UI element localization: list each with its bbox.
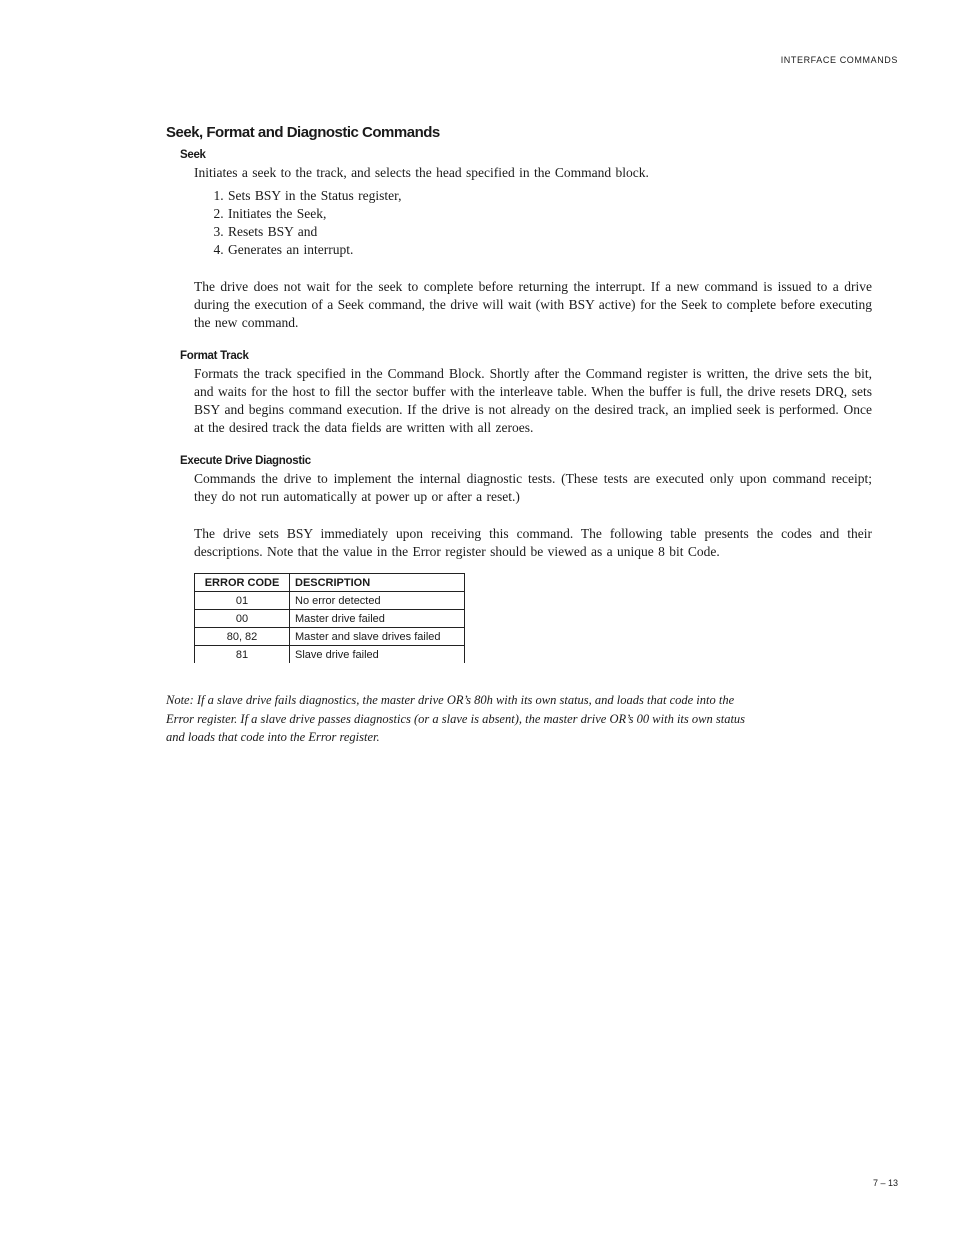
column-header-description: DESCRIPTION	[290, 574, 465, 592]
description-cell: Master and slave drives failed	[290, 628, 465, 646]
seek-heading: Seek	[180, 149, 206, 161]
list-item: 4. Generates an interrupt.	[228, 241, 872, 259]
list-item: 1. Sets BSY in the Status register,	[228, 187, 872, 205]
table-row	[195, 628, 465, 646]
description-cell: No error detected	[290, 592, 465, 610]
description-cell: Slave drive failed	[290, 646, 465, 664]
error-code-cell: 00	[195, 610, 290, 628]
page-number: 7 – 13	[872, 1178, 898, 1188]
list-item: 3. Resets BSY and	[228, 223, 872, 241]
diagnostic-paragraph-1: Commands the drive to implement the internal diagnostic tests. (These tests are executed only upon command receipt; they do not run automatically at power up or after a reset.)	[194, 471, 872, 504]
seek-paragraph: The drive does not wait for the seek to complete before returning the interrupt. If a new command is issued to a drive during the execution of a Seek command, the drive will wait (with BSY active) for the Seek to complete before executing the new command.	[194, 279, 872, 330]
error-code-cell: 01	[195, 592, 290, 610]
seek-steps-list	[166, 187, 872, 259]
error-code-cell: 80, 82	[195, 628, 290, 646]
running-header: INTERFACE COMMANDS	[780, 55, 898, 65]
table-row	[195, 646, 465, 664]
list-item: 2. Initiates the Seek,	[228, 205, 872, 223]
table-row	[195, 610, 465, 628]
error-code-table	[194, 573, 465, 663]
diagnostic-heading: Execute Drive Diagnostic	[180, 455, 311, 467]
seek-intro: Initiates a seek to the track, and selects the head specified in the Command block.	[194, 165, 649, 180]
table-row	[195, 592, 465, 610]
column-header-error-code: ERROR CODE	[195, 574, 290, 592]
description-cell: Master drive failed	[290, 610, 465, 628]
diagnostic-note: Note: If a slave drive fails diagnostics, the master drive OR’s 80h with its own status, and loads that code into the Error register. If a slave drive passes diagnostics (or a slave is absent), the master drive OR’s 00 with its own status and loads that code into the Error register.	[166, 693, 746, 744]
table-header-row	[195, 574, 465, 592]
format-track-paragraph: Formats the track specified in the Command Block. Shortly after the Command register is written, the drive sets the bit, and waits for the host to fill the sector buffer with the interleave table. When the buffer is full, the drive resets DRQ, sets BSY and begins command execution. If the drive is not already on the desired track, an implied seek is performed. Once at the desired track the data fields are written with all zeroes.	[194, 366, 872, 435]
diagnostic-paragraph-2: The drive sets BSY immediately upon receiving this command. The following table presents the codes and their descriptions. Note that the value in the Error register should be viewed as a unique 8 bit Code.	[194, 526, 872, 559]
page-title: Seek, Format and Diagnostic Commands	[166, 124, 440, 141]
format-track-heading: Format Track	[180, 350, 249, 362]
page-content	[166, 124, 872, 747]
error-code-cell: 81	[195, 646, 290, 664]
